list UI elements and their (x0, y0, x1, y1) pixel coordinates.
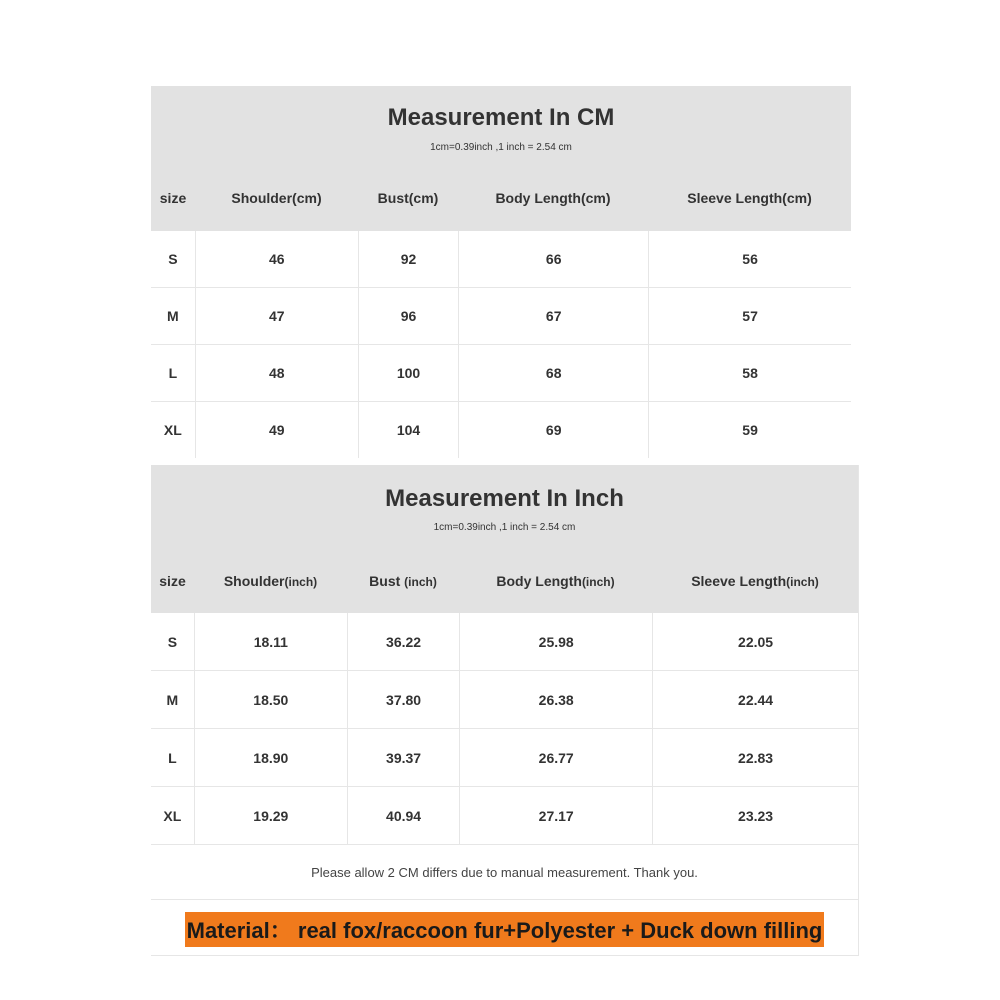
shoulder-cell: 47 (196, 288, 359, 344)
bust-cell: 40.94 (348, 787, 460, 844)
size-cell: L (151, 345, 196, 401)
header-unit: (inch) (786, 575, 819, 589)
shoulder-cell: 18.90 (195, 729, 348, 786)
column-header-shoulder: Shoulder(cm) (231, 190, 322, 206)
inch-table-title: Measurement In Inch (385, 485, 624, 512)
shoulder-cell: 46 (196, 231, 359, 287)
table-row (151, 402, 851, 458)
header-label: Shoulder (223, 573, 285, 589)
column-header-body-length (459, 573, 652, 589)
measurement-note: Please allow 2 CM differs due to manual measurement. Thank you. (151, 845, 858, 900)
sleeve-length-cell: 59 (742, 422, 758, 438)
column-header-bust: Bust(cm) (377, 190, 439, 206)
table-row (151, 613, 858, 671)
sleeve-length-cell: 22.05 (738, 633, 774, 650)
header-label: Sleeve Length (691, 573, 787, 589)
table-row (151, 345, 851, 402)
header-unit: (inch) (404, 575, 437, 589)
shoulder-cell: 49 (196, 402, 359, 458)
column-header-body-length: Body Length(cm) (495, 190, 611, 206)
size-cell: S (151, 613, 195, 670)
bust-cell: 100 (359, 345, 459, 401)
body-length-cell: 67 (459, 288, 649, 344)
sleeve-length-cell: 57 (742, 308, 758, 324)
bust-cell: 37.80 (348, 671, 460, 728)
sleeve-length-cell: 23.23 (738, 807, 774, 824)
sleeve-length-cell: 58 (742, 365, 758, 381)
header-label: size (159, 573, 186, 589)
bust-cell: 36.22 (348, 613, 460, 670)
cm-table-header (151, 86, 851, 231)
bust-cell: 96 (359, 288, 459, 344)
header-unit: (inch) (581, 575, 615, 589)
column-header-size: size (159, 190, 187, 206)
header-label: Body Length (496, 573, 582, 589)
table-row (151, 787, 858, 845)
sleeve-length-cell: 56 (742, 251, 758, 267)
column-header-size (151, 573, 194, 589)
cm-table-title: Measurement In CM (387, 104, 615, 131)
column-header-bust (347, 573, 459, 589)
bust-cell: 92 (359, 231, 459, 287)
table-row (151, 671, 858, 729)
shoulder-cell: 18.50 (195, 671, 348, 728)
cm-column-headers (151, 190, 851, 206)
table-row (151, 231, 851, 288)
cm-size-table (151, 86, 851, 456)
shoulder-cell: 18.11 (195, 613, 348, 670)
material-banner (151, 900, 858, 958)
bust-cell: 104 (359, 402, 459, 458)
table-row (151, 729, 858, 787)
size-cell: M (151, 288, 196, 344)
body-length-cell: 69 (459, 402, 649, 458)
size-cell: XL (151, 402, 196, 458)
body-length-cell: 66 (459, 231, 649, 287)
sleeve-length-cell: 22.83 (738, 749, 774, 766)
body-length-cell: 68 (459, 345, 649, 401)
inch-size-table (151, 465, 859, 956)
size-cell: L (151, 729, 195, 786)
inch-column-headers (151, 573, 858, 589)
column-header-sleeve-length: Sleeve Length(cm) (687, 190, 812, 206)
cm-table-subtitle: 1cm=0.39inch ,1 inch = 2.54 cm (430, 142, 572, 153)
body-length-cell: 26.38 (460, 671, 653, 728)
inch-table-subtitle: 1cm=0.39inch ,1 inch = 2.54 cm (433, 522, 576, 533)
sleeve-length-cell: 22.44 (738, 691, 774, 708)
shoulder-cell: 19.29 (195, 787, 348, 844)
header-label: Bust (369, 573, 405, 589)
header-unit: (inch) (284, 575, 318, 589)
column-header-shoulder (194, 573, 347, 589)
body-length-cell: 25.98 (460, 613, 653, 670)
bust-cell: 39.37 (348, 729, 460, 786)
inch-table-header (151, 465, 858, 613)
size-cell: S (151, 231, 196, 287)
column-header-sleeve-length (652, 573, 858, 589)
size-cell: M (151, 671, 195, 728)
table-row (151, 288, 851, 345)
body-length-cell: 27.17 (460, 787, 653, 844)
material-text: Material： real fox/raccoon fur+Polyester + Duck down filling (185, 912, 825, 947)
size-cell: XL (151, 787, 195, 844)
shoulder-cell: 48 (196, 345, 359, 401)
body-length-cell: 26.77 (460, 729, 653, 786)
